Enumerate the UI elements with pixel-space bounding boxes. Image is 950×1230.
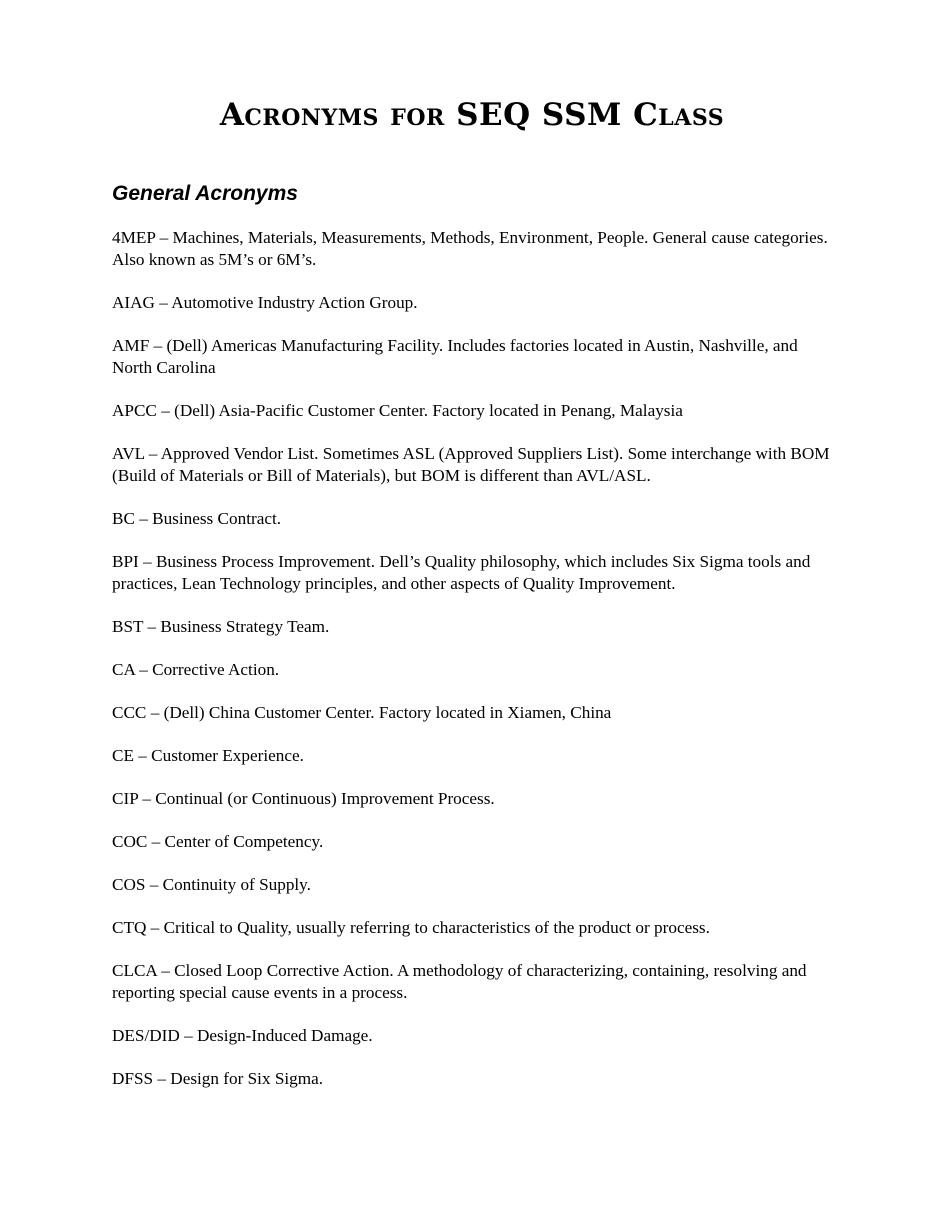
acronym-term: DES/DID [112, 1026, 180, 1045]
acronym-entry [112, 788, 842, 810]
acronym-separator: – [155, 228, 173, 247]
acronym-separator: – [134, 660, 153, 679]
acronym-separator: – [138, 789, 156, 808]
acronym-definition: Design-Induced Damage. [196, 1026, 373, 1045]
acronym-definition: Business Process Improvement. Dell’s Quality philosophy, which includes Six Sigma tools and practices, Lean Technology principles, and other aspects of Quality Improvement. [112, 552, 811, 593]
acronym-definition: Machines, Materials, Measurements, Methods, Environment, People. General cause categories. Also known as 5M’s or 6M’s. [112, 228, 828, 269]
acronym-separator: – [146, 703, 164, 722]
acronym-definition: Continuity of Supply. [162, 875, 311, 894]
acronym-entry [112, 616, 842, 638]
acronym-separator: – [145, 875, 163, 894]
acronym-definition: Closed Loop Corrective Action. A methodology of characterizing, containing, resolving and reporting special cause events in a process. [112, 961, 807, 1002]
acronym-entry [112, 702, 842, 724]
acronym-entry [112, 335, 842, 379]
acronym-term: CA [112, 660, 135, 679]
acronym-term: DFSS [112, 1069, 154, 1088]
acronym-definition: (Dell) Asia-Pacific Customer Center. Factory located in Penang, Malaysia [174, 401, 683, 420]
acronym-definition: Corrective Action. [152, 660, 280, 679]
acronym-term: CLCA [112, 961, 157, 980]
acronym-separator: – [144, 444, 161, 463]
acronym-definition: Automotive Industry Action Group. [171, 293, 418, 312]
acronym-definition: Continual (or Continuous) Improvement Process. [155, 789, 495, 808]
acronym-definition: (Dell) China Customer Center. Factory located in Xiamen, China [163, 703, 612, 722]
acronym-entry [112, 551, 842, 595]
acronym-term: CIP [112, 789, 139, 808]
acronym-entry [112, 745, 842, 767]
acronym-definition: Business Contract. [152, 509, 282, 528]
acronym-separator: – [146, 918, 164, 937]
page-title: Acronyms for SEQ SSM Class [219, 97, 725, 133]
acronym-separator: – [179, 1026, 197, 1045]
acronym-entry [112, 400, 842, 422]
acronym-separator: – [156, 401, 175, 420]
acronym-entry [112, 917, 842, 939]
acronym-definition: Design for Six Sigma. [170, 1069, 324, 1088]
acronym-term: COS [112, 875, 146, 894]
acronym-separator: – [149, 336, 167, 355]
acronym-separator: – [134, 509, 153, 528]
document-page [112, 90, 842, 1111]
acronym-separator: – [154, 293, 172, 312]
acronym-term: AVL [112, 444, 145, 463]
acronym-definition: Business Strategy Team. [160, 617, 330, 636]
acronym-entry [112, 1068, 842, 1090]
acronym-separator: – [143, 617, 161, 636]
acronym-term: AIAG [112, 293, 155, 312]
acronym-definition: Approved Vendor List. Sometimes ASL (Approved Suppliers List). Some interchange with BOM (Build of Materials or Bill of Materials), but BOM is different than AVL/ASL. [112, 444, 830, 485]
acronym-definition: Center of Competency. [164, 832, 324, 851]
acronym-term: 4MEP [112, 228, 156, 247]
acronym-term: APCC [112, 401, 157, 420]
acronym-term: BST [112, 617, 144, 636]
acronym-separator: – [147, 832, 165, 851]
acronym-entry [112, 1025, 842, 1047]
acronym-entry [112, 292, 842, 314]
acronym-term: CTQ [112, 918, 147, 937]
acronym-term: CCC [112, 703, 147, 722]
acronym-term: BPI [112, 552, 139, 571]
acronym-entry [112, 831, 842, 853]
acronym-term: CE [112, 746, 134, 765]
acronym-entry [112, 443, 842, 487]
acronym-term: BC [112, 509, 135, 528]
acronym-definition: Customer Experience. [151, 746, 304, 765]
acronym-entry [112, 659, 842, 681]
acronym-entry [112, 960, 842, 1004]
acronym-entry [112, 508, 842, 530]
acronym-definition: Critical to Quality, usually referring to characteristics of the product or process. [163, 918, 710, 937]
acronym-separator: – [153, 1069, 171, 1088]
acronym-list [112, 227, 842, 1090]
acronym-term: AMF [112, 336, 150, 355]
acronym-entry [112, 227, 842, 271]
acronym-term: COC [112, 832, 148, 851]
acronym-definition: (Dell) Americas Manufacturing Facility. Includes factories located in Austin, Nashville, and North Carolina [112, 336, 798, 377]
acronym-separator: – [133, 746, 152, 765]
acronym-separator: – [156, 961, 175, 980]
section-heading: General Acronyms [112, 182, 298, 205]
acronym-separator: – [138, 552, 156, 571]
acronym-entry [112, 874, 842, 896]
